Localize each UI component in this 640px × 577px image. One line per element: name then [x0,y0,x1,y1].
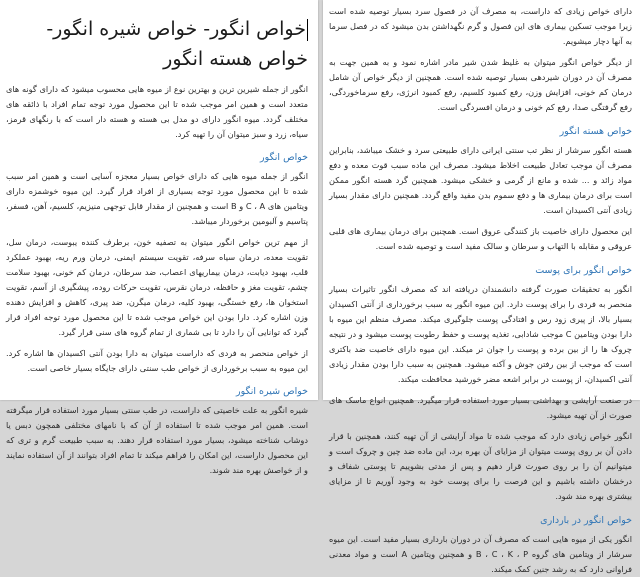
paragraph: در صنعت آرایشی و بهداشتی بسیار مورد استفاده قرار میگیرد. همچنین انواع ماسک های صورت از آن تهیه میشود. [329,395,632,420]
text-cursor [307,19,308,41]
section-heading-grape-properties: خواص انگور [260,152,308,163]
paragraph: از دیگر خواص انگور میتوان به غلیظ شدن شیر مادر اشاره نمود و به همین جهت به مصرف آن در دوران شیردهی بسیار توصیه شده است. همچنین از دیگر خواص آن شامل درمان کم خونی، افزایش وزن، رفع کمبود کلسیم، رفع کمبود انرژی، رفع سرماخوردگی، رفع گرفتگی صدا، رفع کم خونی و درمان افسردگی است. [329,57,632,112]
section-heading-grape-pregnancy: خواص انگور در بارداری [540,515,632,526]
page-content [0,0,318,478]
paragraph: این محصول دارای خاصیت باز کنندگی عروق است. همچنین برای درمان بیماری های قلبی عروقی و مقابله با التهاب و سرطان و سالک مفید است و توصیه شده است. [329,226,632,251]
document-page-right[interactable] [323,0,640,574]
paragraph: انگور به تحقیقات صورت گرفته دانشمندان دریافته اند که مصرف انگور تاثیرات بسیار منحصر به فردی را برای پوست دارد. این میوه انگور به سبب برخورداری از آنتی اکسیدان بسیار بالا، از پیری زود رس و افتادگی پوست جلوگیری میکند. مصرف منظم این میوه با دارا بودن ویتامین C موجب شادابی، تغذیه پوست و حفظ رطوبت پوست میشود و در نتیجه چروک ها را از بین برده و پوست را جوان تر میکند. این میوه دارای خاصیت ضد باکتری است که موجب از بین رفتن جوش و آکنه میشود. همچنین به سبب دارا بودن مقدار زیادی آنتی اکسیدان، از پوست در برابر اشعه مضر خورشید محافظت میکند. [329,284,632,384]
document-title-text: خواص انگور- خواص شیره انگور- خواص هسته انگور [46,18,308,70]
paragraph: هسته انگور سرشار از نظر تب سنتی ایرانی دارای طبیعتی سرد و خشک میباشد، بنابراین مصرف آن موجب تعادل طبیعت اخلاط میشود. مصرف این ماده سبب قوت معده و دفع مواد زائد و ... شده و مانع از گرمی و خشکی میشود. همچنین گرد هسته انگور ممکن است برای درمان بیماری ها و دفع سموم بدن مفید واقع گردد. همچنین دارای مقدار بسیار زیادی آنتی اکسیدان است. [329,145,632,215]
page-content [323,0,640,577]
intro-paragraph: انگور از جمله شیرین ترین و بهترین نوع از میوه هایی محسوب میشود که دارای گونه های متعدد است و همین امر موجب شده تا این محصول مورد توجه تمام افراد با ذائقه های مختلف گردد. میوه انگور دارای دو مدل بی هسته و هسته دار است که با رنگهای قرمز، سیاه، زرد و سبز میتوان آن را تهیه کرد. [6,84,308,139]
section-heading-grape-syrup: خواص شیره انگور [235,386,308,397]
paragraph: انگور خواص زیادی دارد که موجب شده تا مواد آرایشی از آن تهیه کنند، همچنین با قرار دادن آن بر روی پوست میتوان از مزایای آن بهره برد، این ماده ضد چین و چروک است و میتوانیم آن را بر روی صورت قرار دهیم و پس از مدتی بشوییم تا پوستی شفاف و درخشان داشته باشیم و این فرصت را برای پوست خود به وجود آوریم تا از مزایای بیشتری بهره مند شود. [329,431,632,501]
document-title[interactable] [6,14,308,74]
section-heading-grape-seed: خواص هسته انگور [559,126,632,137]
paragraph: از مهم ترین خواص انگور میتوان به تصفیه خون، برطرف کننده یبوست، درمان سل، تقویت معده، درمان سیاه سرفه، تقویت سیستم ایمنی، درمان ورم ریه، بهبود عملکرد قلب، بهبود دیابت، درمان بیماریهای اعصاب، ضد سرطان، درمان کم خونی، بهبود سلامت چشم، تقویت مغز و حافظه، درمان نقرس، تقویت حرکات روده، پیشگیری از آسم، تقویت استخوان ها، رفع خستگی، بهبود کلیه، درمان میگرن، ضد پیری، کاهش و افزایش دهنده وزن اشاره کرد. دارا بودن این خواص موجب شده تا این محصول مورد توجه افراد قرار گیرد که توانایی آن را دارد تا بی شماری از تمام گروه های سنی قرار گیرد. [6,237,308,337]
paragraph: دارای خواص زیادی که داراست، به مصرف آن در فصول سرد بسیار توصیه شده است زیرا موجب تسکین بیماری های این فصول و گرم نگهداشتن بدن میشود که در فصل سرما به آنها دچار میشویم. [329,6,632,46]
section-heading-grape-skin: خواص انگور برای پوست [535,265,632,276]
paragraph: شیره انگور به علت خاصیتی که داراست، در طب سنتی بسیار مورد استفاده قرار میگرفته است. همین امر موجب شده تا استفاده از آن که با نامهای مختلفی همچون دبس یا دوشاب شناخته میشود، بسیار مورد استفاده قرار دهند. به سبب طبیعت گرم و تری که این محصول داراست، این امکان را فراهم میکند تا تمام افراد بتوانند از آن استفاده نمایند و از خواصش بهره مند شوند. [6,405,308,475]
document-page-left[interactable] [0,0,318,475]
paragraph: انگور یکی از میوه هایی است که مصرف آن در دوران بارداری بسیار مفید است. این میوه سرشار از ویتامین های گروه B ، C ، K ، P و همچنین ویتامین A است و مواد معدنی فراوانی دارد که به رشد جنین کمک میکند. [329,534,632,574]
paragraph: انگور از جمله میوه هایی که دارای خواص بسیار معجزه آسایی است و همین امر سبب شده تا این محصول مورد توجه بسیاری از افراد قرار گیرد. این میوه خوشمزه دارای ویتامین های C ، A و B است و همچنین از مقدار قابل توجهی منیزیم، کلسیم، آهن، فسفر، پتاسیم و آلبومین برخوردار میباشد. [6,171,308,226]
paragraph: از خواص منحصر به فردی که داراست میتوان به دارا بودن آنتی اکسیدان ها اشاره کرد. این میوه به سبب برخورداری از خواص طب سنتی دارای جایگاه بسیار خاصی است. [6,348,308,373]
